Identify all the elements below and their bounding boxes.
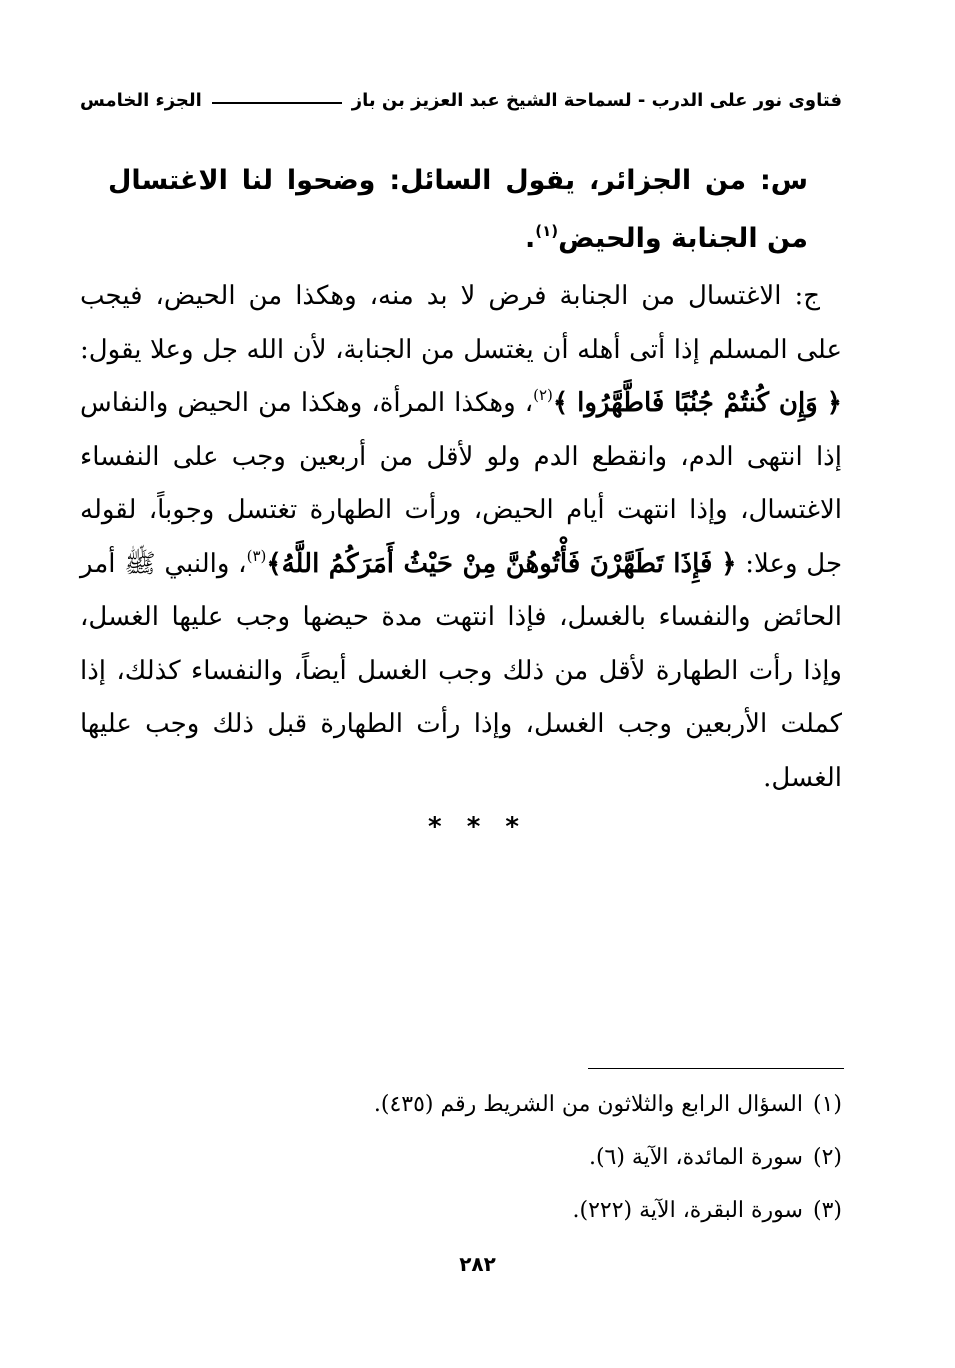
- footnote-divider: [588, 1068, 844, 1069]
- page-number: ٢٨٢: [459, 1252, 496, 1276]
- footnote-number: (٣): [812, 1198, 842, 1223]
- running-header: [80, 90, 842, 111]
- footnote-1: [80, 1078, 842, 1131]
- question-end: .: [525, 223, 536, 254]
- answer-prefix: ج:: [794, 281, 821, 311]
- footnote-ref-2[interactable]: (٢): [533, 386, 553, 404]
- quran-close-bracket-1: ﴾: [552, 388, 569, 418]
- footnotes-list: [80, 1078, 842, 1237]
- footnote-text: السؤال الرابع والثلاثون من الشريط رقم (٤٣٥).: [373, 1092, 803, 1117]
- footnote-2: [80, 1131, 842, 1184]
- answer-part-1: الاغتسال من الجنابة فرض لا بد منه، وهكذا من الحيض، فيجب على المسلم إذا أتى أهله أن يغتسل من الجنابة، لأن الله جل وعلا يقول:: [80, 281, 842, 365]
- section-separator-stars: * * *: [428, 812, 527, 842]
- footnote-number: (٢): [812, 1145, 842, 1170]
- footnote-3: [80, 1184, 842, 1237]
- quran-close-bracket-2: ﴾: [266, 548, 282, 579]
- quran-open-bracket-1: ﴿: [826, 388, 843, 418]
- quran-verse-2: فَإِذَا تَطَهَّرْنَ فَأْتُوهُنَّ مِنْ حَيْثُ أَمَرَكُمُ اللَّهُ: [281, 548, 713, 579]
- footnote-ref-3[interactable]: (٣): [246, 546, 267, 565]
- footnote-ref-1[interactable]: (١): [535, 222, 559, 240]
- question-paragraph: [108, 152, 808, 268]
- book-title: فتاوى نور على الدرب - لسماحة الشيخ عبد العزيز بن باز: [351, 90, 842, 111]
- footnote-text: سورة البقرة، الآية (٢٢٢).: [572, 1198, 803, 1223]
- answer-part-2: ، وهكذا المرأة، وهكذا من الحيض والنفاس إذا انتهى الدم، وانقطع الدم ولو لأقل من أربعين وجب على النفساء الاغتسال، وإذا انتهت أيام الحيض، ورأت الطهارة تغتسل وجوباً، لقوله جل وعلا:: [80, 388, 843, 579]
- header-separator-line: [212, 102, 342, 104]
- footnote-text: سورة المائدة، الآية (٦).: [588, 1145, 803, 1170]
- question-prefix: س:: [759, 165, 808, 196]
- quran-open-bracket-2: ﴿: [721, 548, 737, 579]
- answer-part-3: ، والنبي ﷺ أمر الحائض والنفساء بالغسل، فإذا انتهت مدة حيضها وجب عليها الغسل، وإذا رأت الطهارة لأقل من ذلك وجب الغسل أيضاً، والنفساء كذلك، إذا كملت الأربعين وجب الغسل، وإذا رأت الطهارة قبل ذلك وجب عليها الغسل.: [80, 548, 842, 793]
- question-text: من الجزائر، يقول السائل: وضحوا لنا الاغتسال من الجنابة والحيض: [108, 165, 808, 254]
- footnote-number: (١): [812, 1092, 842, 1117]
- quran-verse-1: وَإِن كُنتُمْ جُنُبًا فَاطَّهَّرُوا: [577, 388, 818, 418]
- volume-label: الجزء الخامس: [80, 90, 202, 111]
- answer-paragraph: [80, 270, 842, 805]
